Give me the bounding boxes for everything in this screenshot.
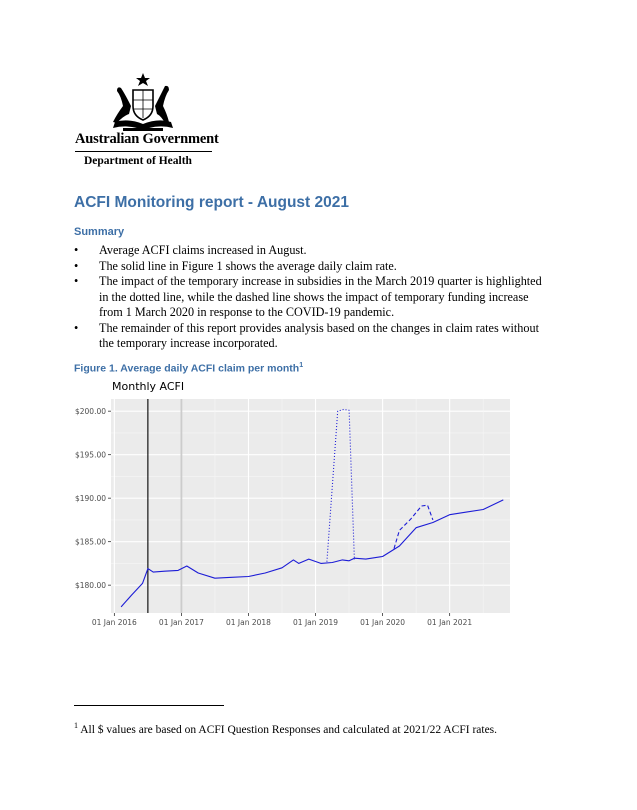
list-item — [74, 259, 554, 275]
report-title: ACFI Monitoring report - August 2021 — [74, 194, 349, 211]
bullet-icon: • — [74, 258, 79, 273]
x-tick-label: 01 Jan 2020 — [360, 618, 406, 627]
y-tick-label: $180.00 — [74, 581, 106, 591]
department-name: Department of Health — [84, 155, 192, 167]
x-tick-label: 01 Jan 2017 — [158, 618, 204, 627]
figure-caption — [74, 362, 303, 375]
x-tick-label: 01 Jan 2016 — [91, 618, 137, 627]
list-item — [74, 321, 554, 352]
header-divider — [75, 151, 212, 152]
x-tick-label: 01 Jan 2019 — [293, 618, 339, 627]
list-item — [74, 274, 554, 321]
bullet-icon: • — [74, 320, 79, 335]
coat-of-arms-icon — [103, 72, 183, 134]
bullet-text: The remainder of this report provides analysis based on the changes in claim rates without the temporary increase incorporated. — [99, 320, 539, 350]
government-name: Australian Government — [75, 131, 219, 147]
figure-caption-text: Figure 1. Average daily ACFI claim per month — [74, 362, 300, 375]
summary-list — [74, 243, 554, 352]
figure-caption-sup: 1 — [299, 362, 304, 369]
list-item — [74, 243, 554, 259]
x-tick-label: 01 Jan 2021 — [427, 618, 473, 627]
footnote — [74, 721, 497, 736]
y-tick-label: $195.00 — [74, 450, 106, 460]
chart-title: Monthly ACFI — [112, 380, 185, 393]
footnote-text: All $ values are based on ACFI Question Responses and calculated at 2021/22 ACFI rates. — [78, 723, 498, 736]
x-tick-label: 01 Jan 2018 — [225, 618, 271, 627]
bullet-icon: • — [74, 274, 79, 288]
summary-heading: Summary — [74, 226, 125, 238]
y-tick-label: $190.00 — [74, 494, 106, 504]
footnote-divider — [74, 705, 224, 706]
bullet-text: Average ACFI claims increased in August. — [99, 243, 307, 257]
monthly-acfi-chart — [72, 378, 517, 628]
y-tick-label: $185.00 — [74, 537, 106, 547]
y-tick-label: $200.00 — [74, 407, 106, 417]
bullet-text: The solid line in Figure 1 shows the average daily claim rate. — [99, 258, 397, 273]
bullet-text: The impact of the temporary increase in subsidies in the March 2019 quarter is highlighted in the dotted line, while the dashed line shows the impact of temporary funding increase from 1 March 2020 in response to the COVID-19 pandemic. — [99, 274, 542, 319]
bullet-icon: • — [74, 243, 79, 257]
footnote-marker: 1 — [74, 721, 78, 730]
